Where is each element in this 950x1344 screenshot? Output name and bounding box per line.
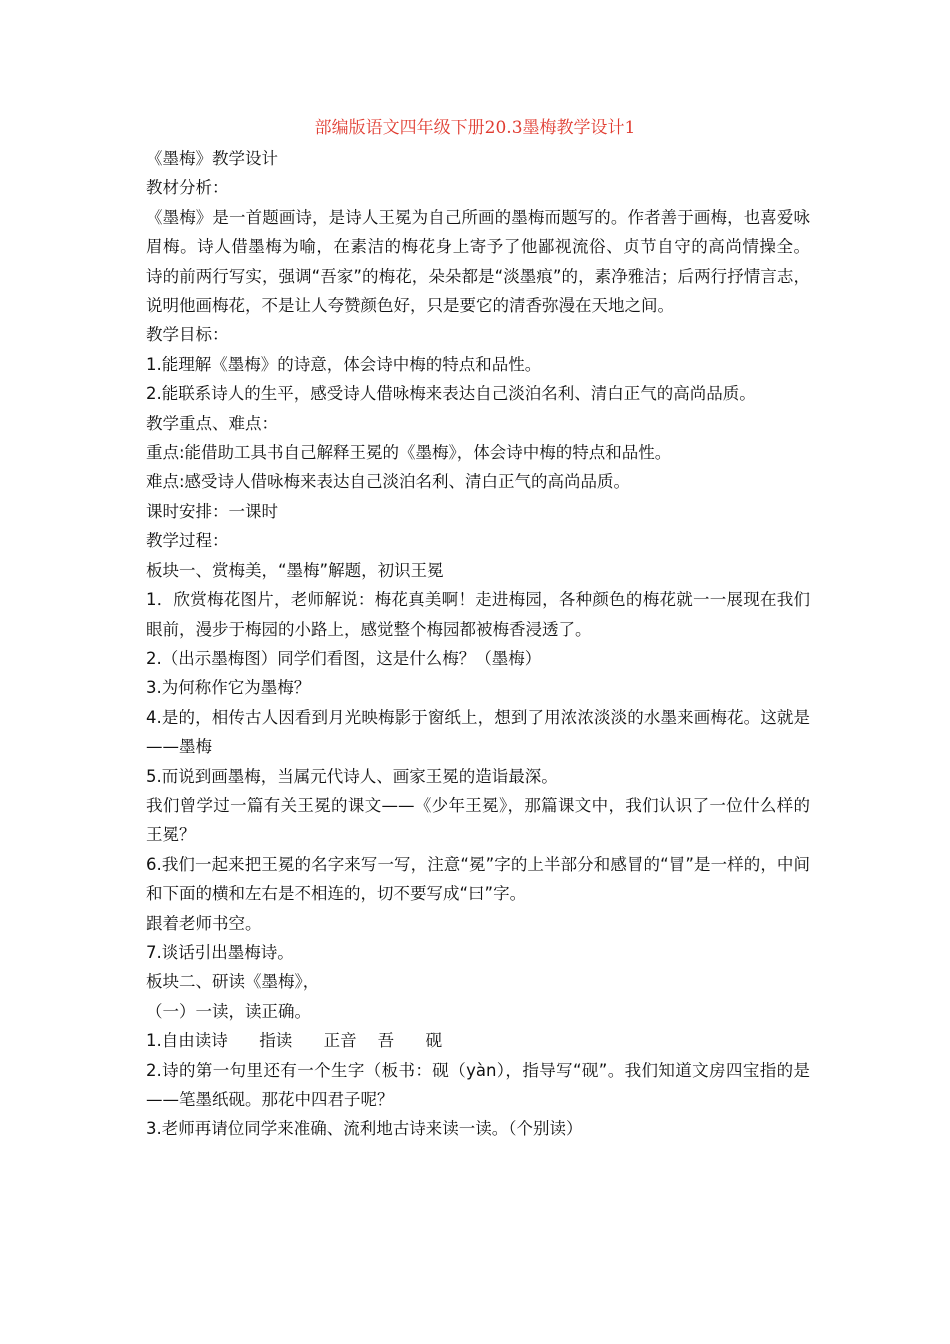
paragraph: 难点:感受诗人借咏梅来表达自己淡泊名利、清白正气的高尚品质。: [146, 472, 631, 492]
list-item: 1．欣赏梅花图片，老师解说：梅花真美啊！走进梅园，各种颜色的梅花就一一展现在我们眼前，漫步于梅园的小路上，感觉整个梅园都被梅香浸透了。: [146, 590, 810, 639]
section-heading: 教学目标：: [146, 325, 229, 345]
list-item: 3.老师再请位同学来准确、流利地古诗来读一读。（个别读）: [146, 1119, 583, 1139]
list-item: 5.而说到画墨梅，当属元代诗人、画家王冕的造诣最深。: [146, 766, 558, 786]
paragraph: 课时安排：一课时: [146, 501, 278, 521]
paragraph: 我们曾学过一篇有关王冕的课文——《少年王冕》，那篇课文中，我们认识了一位什么样的王冕？: [146, 795, 810, 845]
paragraph: 《墨梅》是一首题画诗，是诗人王冕为自己所画的墨梅而题写的。作者善于画梅，也喜爱咏眉梅。诗人借墨梅为喻，在素洁的梅花身上寄予了他鄙视流俗、贞节自守的高尚情操全。 诗的前两行写实，强调“吾家”的梅花，朵朵都是“淡墨痕”的，素净雅洁；后两行抒情言志，说明他画梅花，不是让人夸赞颜色好，只是要它的清香弥漫在天地之间。: [146, 207, 831, 316]
list-item: 1.自由读诗 指读 正音 吾 砚: [146, 1031, 443, 1051]
section-heading: 板块一、赏梅美，“墨梅”解题，初识王冕: [146, 560, 444, 580]
list-item: 1.能理解《墨梅》的诗意，体会诗中梅的特点和品性。: [146, 354, 542, 374]
section-heading: 板块二、研读《墨梅》，: [146, 972, 320, 992]
list-item: 2.（出示墨梅图）同学们看图，这是什么梅？（墨梅）: [146, 648, 542, 668]
paragraph: 重点:能借助工具书自己解释王冕的《墨梅》，体会诗中梅的特点和品性。: [146, 443, 672, 463]
section-heading: 教学重点、难点：: [146, 413, 278, 433]
section-heading: 《墨梅》教学设计: [146, 149, 278, 168]
list-item: 4.是的，相传古人因看到月光映梅影于窗纸上，想到了用浓浓淡淡的水墨来画梅花。这就是——墨梅: [146, 707, 810, 757]
list-item: 6.我们一起来把王冕的名字来写一写，注意“冕”字的上半部分和感冒的“冒”是一样的，中间和下面的横和左右是不相连的，切不要写成“曰”字。: [146, 854, 810, 904]
list-item: 7.谈话引出墨梅诗。: [146, 942, 294, 962]
section-heading: 教材分析：: [146, 178, 229, 198]
document-title: 部编版语文四年级下册20.3墨梅教学设计1: [314, 118, 636, 138]
list-item: 2.能联系诗人的生平，感受诗人借咏梅来表达自己淡泊名利、清白正气的高尚品质。: [146, 384, 756, 404]
document-body: [146, 144, 831, 1144]
section-heading: （一）一读，读正确。: [146, 1001, 311, 1021]
list-item: 2.诗的第一句里还有一个生字（板书：砚（yàn），指导写“砚”。我们知道文房四宝指的是——笔墨纸砚。那花中四君子呢？: [146, 1060, 810, 1109]
list-item: 3.为何称作它为墨梅？: [146, 678, 311, 698]
section-heading: 教学过程：: [146, 531, 229, 551]
paragraph: 跟着老师书空。: [146, 913, 262, 933]
